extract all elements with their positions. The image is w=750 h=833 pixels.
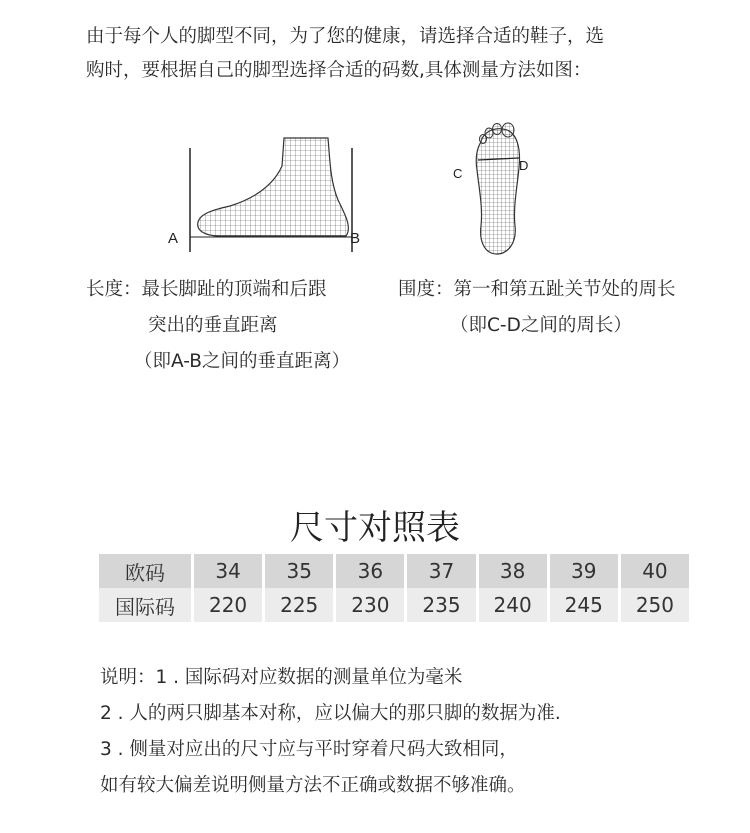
length-caption-line-1: 长度：最长脚趾的顶端和后跟 <box>86 279 327 300</box>
table-cell: 37 <box>407 554 475 588</box>
table-cell: 245 <box>550 588 618 622</box>
table-cell: 240 <box>479 588 547 622</box>
note-line-4: 如有较大偏差说明侧量方法不正确或数据不够准确。 <box>100 775 526 796</box>
table-cell: 36 <box>336 554 404 588</box>
girth-caption <box>398 272 676 344</box>
length-caption-line-2: 突出的垂直距离 <box>148 315 278 336</box>
label-b: B <box>350 230 361 247</box>
length-caption <box>86 272 350 380</box>
toe-1 <box>502 123 514 137</box>
size-chart-table <box>96 554 692 622</box>
label-c: C <box>453 166 463 181</box>
table-cell: 225 <box>265 588 333 622</box>
side-foot-diagram <box>160 130 380 260</box>
table-cell: 220 <box>194 588 262 622</box>
row-label-intl: 国际码 <box>99 588 191 622</box>
table-cell: 40 <box>621 554 689 588</box>
girth-caption-line-1: 围度：第一和第五趾关节处的周长 <box>398 279 676 300</box>
toe-2 <box>493 124 502 135</box>
top-foot-diagram <box>445 118 545 258</box>
table-cell: 34 <box>194 554 262 588</box>
length-caption-line-3: （即A-B之间的垂直距离） <box>134 351 350 372</box>
intro-line-1: 由于每个人的脚型不同，为了您的健康，请选择合适的鞋子，选 <box>86 26 605 47</box>
label-a: A <box>168 230 179 247</box>
intro-line-2: 购时，要根据自己的脚型选择合适的码数,具体测量方法如图： <box>86 60 592 81</box>
note-line-3: 3 . 侧量对应出的尺寸应与平时穿着尺码大致相同， <box>100 739 518 760</box>
side-foot-shape <box>198 138 349 236</box>
label-d: D <box>519 158 529 173</box>
table-cell: 39 <box>550 554 618 588</box>
table-row-eu <box>99 554 689 588</box>
notes <box>100 660 561 804</box>
toe-4 <box>480 135 487 144</box>
table-cell: 250 <box>621 588 689 622</box>
girth-caption-line-2: （即C-D之间的周长） <box>450 315 632 336</box>
note-line-2: 2 . 人的两只脚基本对称，应以偏大的那只脚的数据为准. <box>100 703 561 724</box>
size-chart-title: 尺寸对照表 <box>290 508 460 548</box>
table-cell: 35 <box>265 554 333 588</box>
intro-text <box>86 20 706 88</box>
table-cell: 230 <box>336 588 404 622</box>
table-row-intl <box>99 588 689 622</box>
top-foot-shape <box>476 129 519 254</box>
table-cell: 235 <box>407 588 475 622</box>
table-cell: 38 <box>479 554 547 588</box>
row-label-eu: 欧码 <box>99 554 191 588</box>
note-line-1: 说明：1 . 国际码对应数据的测量单位为毫米 <box>100 667 463 688</box>
